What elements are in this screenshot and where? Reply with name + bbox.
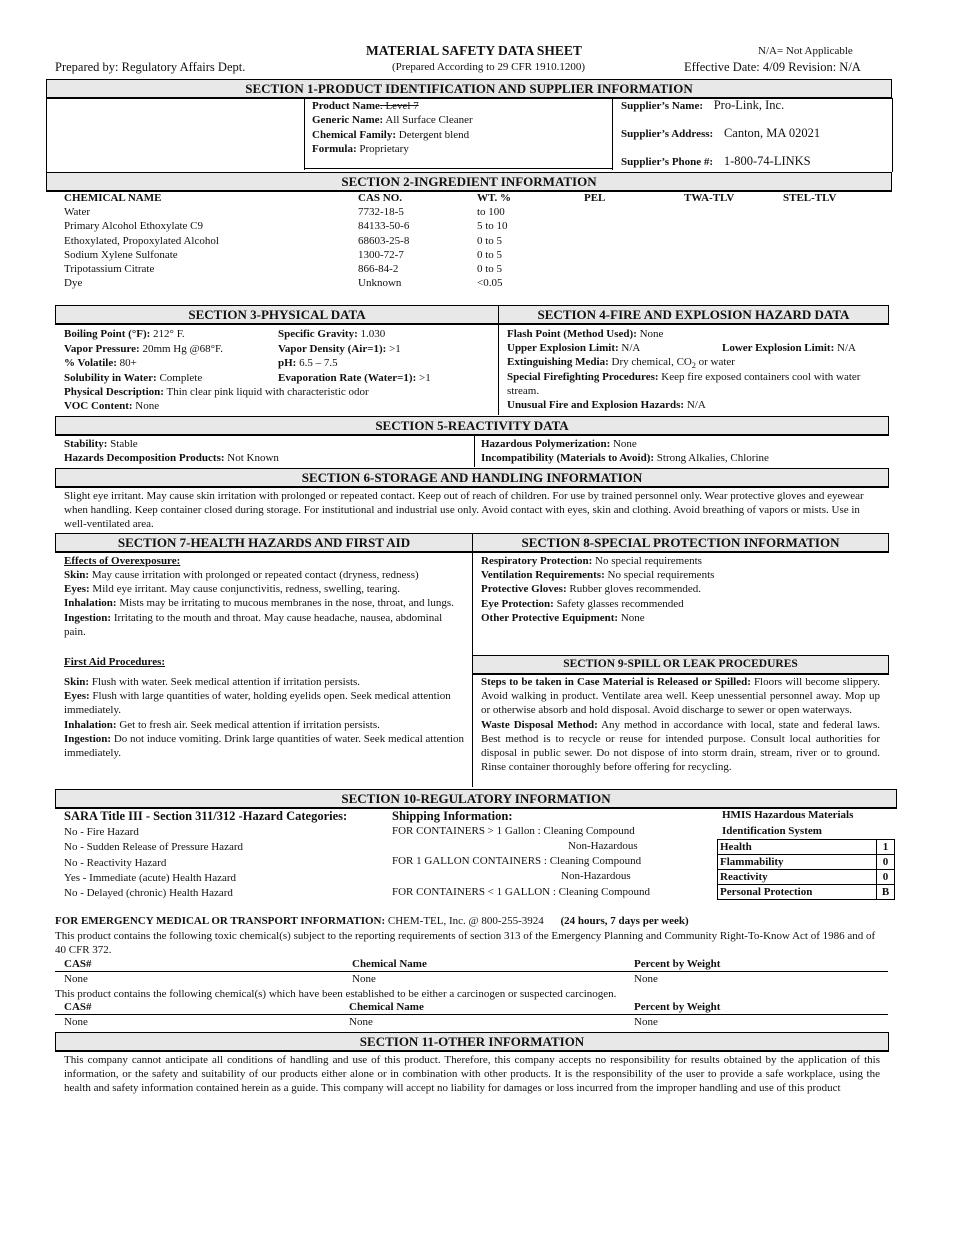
first-aid-skin: Skin: Flush with water. Seek medical attention if irritation persists. <box>64 676 361 688</box>
cell: 68603-25-8 <box>358 234 410 247</box>
carc-col-cas: CAS# <box>64 1001 92 1013</box>
supplier-address: Supplier’s Address: Canton, MA 02021 <box>621 126 821 140</box>
cell: 0 to 5 <box>477 234 503 247</box>
vapor-pressure: Vapor Pressure: 20mm Hg @68°F. <box>64 343 224 355</box>
na-note: N/A= Not Applicable <box>758 45 853 57</box>
vapor-density: Vapor Density (Air=1): >1 <box>278 343 401 355</box>
table-row <box>718 840 895 855</box>
col-cas-no: CAS NO. <box>358 192 403 204</box>
cell: Ethoxylated, Propoxylated Alcohol <box>64 234 219 247</box>
carc-col-chemical: Chemical Name <box>349 1001 424 1013</box>
effective-date: Effective Date: 4/09 Revision: N/A <box>684 60 861 74</box>
carc-chemical-value: None <box>349 1016 373 1028</box>
shipping-1-status: Non-Hazardous <box>568 840 638 852</box>
effects-inhalation: Inhalation: Mists may be irritating to mucous membranes in the nose, throat, and lungs. <box>64 597 454 610</box>
chemical-family: Chemical Family: Detergent blend <box>312 129 470 141</box>
toxic-percent-value: None <box>634 973 658 985</box>
section-1-header: SECTION 1-PRODUCT IDENTIFICATION AND SUPPLIER INFORMATION <box>46 79 892 99</box>
document-title: MATERIAL SAFETY DATA SHEET <box>366 43 582 58</box>
table-row <box>64 219 863 233</box>
percent-volatile: % Volatile: 80+ <box>64 357 137 369</box>
table-row <box>64 248 863 262</box>
section-10-header: SECTION 10-REGULATORY INFORMATION <box>55 789 897 809</box>
effects-heading: Effects of Overexposure: <box>64 555 181 567</box>
other-information-text: This company cannot anticipate all conditions of handling and use of this product. Therefore, this company accepts no responsibility for results obtained by the application of this information, or the safety and suitability of our products either alone or in combination with other products. It is the responsibility of the user to provide a safe workplace, using the health and safety information contained herein as a guide. This company will accept no liability for damages or loss incurred from the improper handling and use of this product <box>64 1054 880 1095</box>
cell: 5 to 10 <box>477 220 508 233</box>
carc-header-rule <box>55 1014 888 1015</box>
sara-heading: SARA Title III - Section 311/312 -Hazard Categories: <box>64 809 348 823</box>
product-name: Product Name. Level 7 <box>312 100 419 112</box>
generic-name: Generic Name: All Surface Cleaner <box>312 114 473 126</box>
s34-divider <box>498 324 499 415</box>
s1-divider-left <box>304 98 305 170</box>
effects-eyes: Eyes: Mild eye irritant. May cause conjunctivitis, redness, swelling, tearing. <box>64 583 401 596</box>
first-aid-ingestion: Ingestion: Do not induce vomiting. Drink large quantities of water. Seek medical attention immediately. <box>64 732 464 760</box>
cell: Tripotassium Citrate <box>64 263 155 276</box>
section-2-header: SECTION 2-INGREDIENT INFORMATION <box>46 172 892 192</box>
list-item: No - Reactivity Hazard <box>64 856 167 869</box>
hazardous-polymerization: Hazardous Polymerization: None <box>481 438 637 450</box>
toxic-col-percent: Percent by Weight <box>634 958 721 970</box>
effects-skin: Skin: May cause irritation with prolonged or repeated contact (dryness, redness) <box>64 569 419 581</box>
upper-explosion-limit: Upper Explosion Limit: N/A <box>507 342 641 354</box>
cell: 866-84-2 <box>358 263 399 276</box>
hmis-value: B <box>877 885 895 900</box>
formula: Formula: Proprietary <box>312 143 409 155</box>
voc-content: VOC Content: None <box>64 400 160 412</box>
section-9-header: SECTION 9-SPILL OR LEAK PROCEDURES <box>472 655 889 675</box>
shipping-1: FOR CONTAINERS > 1 Gallon : Cleaning Compound <box>392 825 635 837</box>
boiling-point: Boiling Point (°F): 212° F. <box>64 328 185 340</box>
physical-description: Physical Description: Thin clear pink liquid with characteristic odor <box>64 386 369 398</box>
shipping-3: FOR CONTAINERS < 1 GALLON : Cleaning Compound <box>392 886 651 898</box>
section-3-header: SECTION 3-PHYSICAL DATA <box>55 305 499 325</box>
section-8-header: SECTION 8-SPECIAL PROTECTION INFORMATION <box>472 533 889 553</box>
carc-percent-value: None <box>634 1016 658 1028</box>
col-stel-tlv: STEL-TLV <box>783 192 837 204</box>
solubility: Solubility in Water: Complete <box>64 372 203 384</box>
cell: Dye <box>64 277 83 290</box>
hmis-label: Flammability <box>718 855 877 870</box>
table-row <box>64 262 863 276</box>
unusual-hazards: Unusual Fire and Explosion Hazards: N/A <box>507 399 706 411</box>
waste-disposal: Waste Disposal Method: Any method in accordance with local, state and federal laws. Best method is to recycle or reuse for intended purpose. Consult local authorities for disposal in public sewer. Do not dispose of into storm drain, stream, river or to ground. Rinse container thoroughly before offering for recycling. <box>481 718 880 774</box>
table-row <box>64 234 863 248</box>
cell: 1300-72-7 <box>358 248 404 261</box>
flash-point: Flash Point (Method Used): None <box>507 328 664 340</box>
firefighting-procedures: Special Firefighting Procedures: Keep fire exposed containers cool with water stream. <box>507 371 861 398</box>
emergency-info: FOR EMERGENCY MEDICAL OR TRANSPORT INFORMATION: CHEM-TEL, Inc. @ 800-255-3924 (24 hours, 7 days per week) <box>55 915 689 927</box>
section-4-header: SECTION 4-FIRE AND EXPLOSION HAZARD DATA <box>498 305 889 325</box>
first-aid-inhalation: Inhalation: Get to fresh air. Seek medical attention if irritation persists. <box>64 718 380 731</box>
ventilation-requirements: Ventilation Requirements: No special requirements <box>481 569 715 582</box>
hmis-label: Reactivity <box>718 870 877 885</box>
stability: Stability: Stable <box>64 438 138 450</box>
respiratory-protection: Respiratory Protection: No special requirements <box>481 555 702 567</box>
section-6-header: SECTION 6-STORAGE AND HANDLING INFORMATION <box>55 468 889 488</box>
cell: <0.05 <box>477 277 503 290</box>
table-row <box>718 855 895 870</box>
effects-block <box>64 568 464 639</box>
ingredient-table <box>64 191 863 290</box>
cell: 7732-18-5 <box>358 206 404 219</box>
sara-list <box>64 825 243 901</box>
effects-ingestion: Ingestion: Irritating to the mouth and throat. May cause headache, nausea, abdominal pain. <box>64 611 443 638</box>
protective-gloves: Protective Gloves: Rubber gloves recommended. <box>481 583 702 596</box>
col-wt: WT. % <box>477 192 512 204</box>
toxic-header-rule <box>55 971 888 972</box>
table-row <box>64 205 863 219</box>
spill-steps: Steps to be taken in Case Material is Released or Spilled: Floors will become slippery. Avoid walking in product. Ventilate area well. Keep unessential personnel away. Mop up or otherwise absorb and hold disposal. Avoid discharge to sewer or open waterways. <box>481 676 881 717</box>
spill-procedures <box>481 675 880 774</box>
first-aid-eyes: Eyes: Flush with large quantities of water, holding eyelids open. Seek medical attention immediately. <box>64 690 451 717</box>
list-item: Yes - Immediate (acute) Health Hazard <box>64 871 237 884</box>
hmis-heading-1: HMIS Hazardous Materials <box>722 809 854 821</box>
hmis-heading-2: Identification System <box>722 825 822 837</box>
extinguishing-media: Extinguishing Media: Dry chemical, $CO_2$ or water <box>507 356 735 371</box>
list-item: No - Fire Hazard <box>64 826 139 838</box>
s5-divider <box>474 435 475 467</box>
hmis-label: Health <box>718 840 877 855</box>
list-item: No - Sudden Release of Pressure Hazard <box>64 841 243 854</box>
supplier-name: Supplier’s Name: Pro-Link, Inc. <box>621 98 785 112</box>
hmis-value: 1 <box>877 840 895 855</box>
supplier-phone: Supplier’s Phone #: 1-800-74-LINKS <box>621 154 811 168</box>
s1-middle-bottom <box>304 168 613 169</box>
evaporation-rate: Evaporation Rate (Water=1): >1 <box>278 372 431 384</box>
carc-cas-value: None <box>64 1016 88 1028</box>
lower-explosion-limit: Lower Explosion Limit: N/A <box>722 342 856 354</box>
ph-value: pH: 6.5 – 7.5 <box>278 357 338 369</box>
cell: to 100 <box>477 206 505 219</box>
cell: 0 to 5 <box>477 263 503 276</box>
cell: Sodium Xylene Sulfonate <box>64 248 178 261</box>
carc-col-percent: Percent by Weight <box>634 1001 721 1013</box>
cell: 0 to 5 <box>477 248 503 261</box>
protection-block <box>481 554 881 625</box>
hmis-table <box>717 839 895 900</box>
hmis-value: 0 <box>877 870 895 885</box>
shipping-2: FOR 1 GALLON CONTAINERS : Cleaning Compound <box>392 855 642 867</box>
storage-handling-text: Slight eye irritant. May cause skin irritation with prolonged or repeated contact. Keep out of reach of children. For use by trained personnel only. Wear protective gloves and eyewear when handling. Keep container closed during storage. For institutional and industrial use only. Avoid contact with eyes, skin and clothing. Avoid breathing of vapors or mists. Use in well-ventilated area. <box>64 490 864 531</box>
hmis-label: Personal Protection <box>718 885 877 900</box>
shipping-2-status: Non-Hazardous <box>561 870 631 882</box>
hmis-value: 0 <box>877 855 895 870</box>
cell: Primary Alcohol Ethoxylate C9 <box>64 220 204 233</box>
regulation-note: (Prepared According to 29 CFR 1910.1200) <box>392 61 586 73</box>
other-protective-equipment: Other Protective Equipment: None <box>481 611 645 624</box>
table-row <box>718 885 895 900</box>
first-aid-block <box>64 675 464 760</box>
section-7-header: SECTION 7-HEALTH HAZARDS AND FIRST AID <box>55 533 473 553</box>
section-11-header: SECTION 11-OTHER INFORMATION <box>55 1032 889 1052</box>
col-twa-tlv: TWA-TLV <box>684 192 735 204</box>
toxic-col-cas: CAS# <box>64 958 92 970</box>
shipping-heading: Shipping Information: <box>392 809 513 823</box>
decomposition-products: Hazards Decomposition Products: Not Known <box>64 452 279 464</box>
toxic-col-chemical: Chemical Name <box>352 958 427 970</box>
cell: Unknown <box>358 277 402 290</box>
toxic-chemicals-text: This product contains the following toxic chemical(s) subject to the reporting requirements of section 313 of the Emergency Planning and Community Right-To-Know Act of 1986 and of 40 CFR 372. <box>55 930 876 957</box>
ingredient-header-row <box>64 191 863 205</box>
incompatibility: Incompatibility (Materials to Avoid): Strong Alkalies, Chlorine <box>481 452 769 464</box>
col-pel: PEL <box>584 192 606 204</box>
toxic-chemical-value: None <box>352 973 376 985</box>
section-5-header: SECTION 5-REACTIVITY DATA <box>55 416 889 436</box>
cell: Water <box>64 206 90 219</box>
s1-divider-right <box>612 98 613 170</box>
table-row <box>718 870 895 885</box>
specific-gravity: Specific Gravity: 1.030 <box>278 328 386 340</box>
prepared-by: Prepared by: Regulatory Affairs Dept. <box>55 60 246 74</box>
table-row <box>64 276 863 290</box>
cell: 84133-50-6 <box>358 220 410 233</box>
first-aid-heading: First Aid Procedures: <box>64 656 166 668</box>
toxic-cas-value: None <box>64 973 88 985</box>
carcinogen-text: This product contains the following chemical(s) which have been established to be either a carcinogen or suspected carcinogen. <box>55 988 617 1000</box>
col-chemical-name: CHEMICAL NAME <box>64 192 162 204</box>
eye-protection: Eye Protection: Safety glasses recommended <box>481 597 684 610</box>
list-item: No - Delayed (chronic) Health Hazard <box>64 887 233 900</box>
